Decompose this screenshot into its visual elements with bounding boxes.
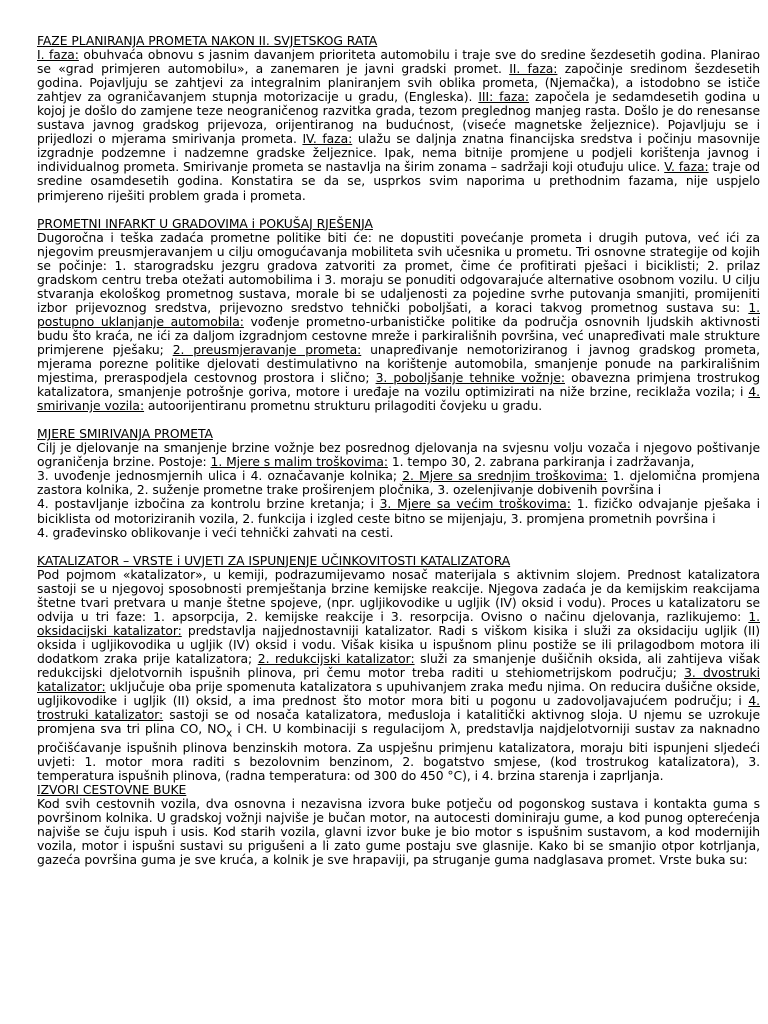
text-run: započela je sedamdesetih godina u kojoj je došlo do zamjene teze neograničenog razvitka grada, tezom preglednog manjeg rasta. Došlo je do renesanse sustava javnog gradskog prijevoza, orijentiranog na budućnost, (viseće magnetske željeznice). Pojavljuju se i prijedlozi o mjerama smirivanja prometa. <box>37 90 760 147</box>
section-paragraph <box>37 469 760 497</box>
underlined-label: 2. Mjere sa srednjim troškovima: <box>402 469 608 484</box>
text-run: unapređivanje nemotoriziranog i javnog gradskog prometa, mjerama porezne politike djelovati destimulativno na korištenje automobila, smanjenje ponude na parkirališnim mjestima, preraspodjela cestovnog prostora i slično; <box>37 342 760 386</box>
text-run: Kod svih cestovnih vozila, dva osnovna i nezavisna izvora buke potječu od pogonskog sustava i kontakta guma s površinom kolnika. U gradskoj vožnji najviše je bučan motor, na autocesti dominiraju gume, a kod punog opterećenja najviše se čuju ispuh i usis. Kod starih vozila, glavni izvor buke je bio motor s ispušnim sustavom, a kod modernijih vozila, motor i ispušni sustavi su prigušeni a li zato gume postaju sve glasnije. Kako bi se smanjio otpor kotrljanja, gazeća površina guma je sve kruća, a kolnik je sve hrapaviji, pa struganje guma nadglasava promet. Vrste buka su: <box>37 796 760 868</box>
text-run: traje od sredine osamdesetih godina. Konstatira se da se, usprkos svim naporima u prethodnim fazama, nije uspjelo primjereno riješiti problem grada i prometa. <box>37 160 760 203</box>
text-run: Cilj je djelovanje na smanjenje brzine vožnje bez posrednog djelovanja na svjesnu volju vozača i njegovo poštivanje ograničenja brzine. Postoje: <box>37 441 760 470</box>
section-title: PROMETNI INFARKT U GRADOVIMA i POKUŠAJ RJEŠENJA <box>37 216 373 231</box>
underlined-label: 1. Mjere s malim troškovima: <box>210 455 388 470</box>
section-paragraph <box>37 526 760 540</box>
underlined-label: II. faza: <box>509 62 558 77</box>
text-run: predstavlja najjednostavniji katalizator. Radi s viškom kisika i služi za oksidaciju ugljik (II) oksida i ugljikovodika u ugljik (IV) oksid i vodu. Višak kisika u ispušnom plinu postiže se ili prilagodbom motora ili dodatkom zraka prije katalizatora; <box>37 623 760 666</box>
underlined-label: V. faza: <box>664 160 709 175</box>
section-spacer <box>37 540 760 554</box>
underlined-label: 1. oksidacijski katalizator: <box>37 609 760 638</box>
section-body <box>37 568 760 783</box>
underlined-label: 2. preusmjeravanje prometa: <box>172 342 362 357</box>
text-run: Pod pojmom «katalizator», u kemiji, podrazumijevamo nosač materijala s aktivnim slojem. Prednost katalizatora sastoji se u njegovoj sposobnosti premještanja brzine kemijske reakcije. Njegova zadaća je da kemijskim reakcijama štetne tvari pretvara u manje štetne spojeve, (npr. ugljikovodike u ugljik (IV) oksid i vodu). Proces u katalizatoru se odvija u tri faze: 1. apsorpcija, 2. kemijske reakcije i 3. resorpcija. Ovisno o načinu djelovanja, razlikujemo: <box>37 567 760 624</box>
text-run: sastoji se od nosača katalizatora, međusloja i katalitički aktivnog sloja. U njemu se uzrokuje promjena sva tri plina CO, NO <box>37 708 760 737</box>
section-paragraph <box>37 497 760 525</box>
underlined-label: IV. faza: <box>302 132 353 147</box>
underlined-label: 3. dvostruki katalizator: <box>37 665 760 695</box>
underlined-label: I. faza: <box>37 48 79 63</box>
section-prometni-infarkt <box>37 217 760 414</box>
text-run: 4. postavljanje izbočina za kontrolu brzine kretanja; i <box>37 497 380 512</box>
section-faze-planiranja <box>37 34 760 203</box>
text-run: obavezna primjena trostrukog katalizatora, smanjenje potrošnje goriva, motore i uređaje na vozilu optimizirati na niže brzine, reciklaža vozila; i <box>37 371 761 400</box>
underlined-label: 1. postupno uklanjanje automobila: <box>37 300 760 329</box>
underlined-label: 3. Mjere sa većim troškovima: <box>379 497 571 512</box>
text-run: uključuje oba prije spomenuta katalizatora s upuhivanjem zraka među njima. On reducira dušične okside, ugljikovodike i ugljik (II) oksid, a ima prednost što motor mora biti u pogonu u zadovoljavajućem području; i <box>37 680 760 709</box>
section-title: MJERE SMIRIVANJA PROMETA <box>37 427 213 442</box>
text-run: i CH. U kombinaciji s regulacijom λ, predstavlja najdjelotvorniji sustav za naknadno pročišćavanje ispušnih plinova benzinskih motora. Za uspješnu primjenu katalizatora, moraju biti ispunjeni sljedeći uvjeti: 1. motor mora raditi s bezolovnim benzinom, 2. bogatstvo smjese, (kod trostrukog katalizatora), 3. temperatura ispušnih plinova, (radna temperatura: od 300 do 450 °C), i 4. brzina starenja i zaprljanja. <box>37 722 760 783</box>
section-title: FAZE PLANIRANJA PROMETA NAKON II. SVJETSKOG RATA <box>37 34 378 48</box>
text-run: ulažu se daljnja znatna financijska sredstva i počinju masovnije izgradnje podzemne i nadzemne gradske željeznice. Ipak, nema bitnije promjene u podjeli korištenja javnog i individualnog prometa. Smirivanje prometa se nastavlja na širim zonama – sadržaji koji otuđuju ulice. <box>37 132 760 175</box>
section-body <box>37 48 760 203</box>
text-run: 3. uvođenje jednosmjernih ulica i 4. označavanje kolnika; <box>37 469 403 484</box>
underlined-label: III: faza: <box>478 90 530 105</box>
section-title: KATALIZATOR – VRSTE i UVJETI ZA ISPUNJENJE UČINKOVITOSTI KATALIZATORA <box>37 553 511 568</box>
section-spacer <box>37 203 760 217</box>
section-body <box>37 231 760 414</box>
text-run: služi za smanjenje dušičnih oksida, ali zahtijeva višak redukcijski djelotvornih ispušnih plinova, pri čemu motor treba raditi u stehiometrijskom području; <box>37 651 760 680</box>
text-run: vođenje prometno-urbanističke politike da područja osnovnih ljudskih aktivnosti budu što kraća, ne ići za daljom izgradnjom cestovne mreže i parkirališnih površina, već unapređivati male strukture primjerene pješaku; <box>37 314 760 357</box>
text-run: 1. djelomična promjena zastora kolnika, 2. suženje prometne trake proširenjem pločnika, 3. ozelenjivanje dobivenih površina i <box>37 469 760 498</box>
document-page <box>37 34 760 867</box>
section-spacer <box>37 413 760 427</box>
text-run: Dugoročna i teška zadaća prometne politike biti će: ne dopustiti povećanje prometa i drugih putova, već ići za njegovim preusmjeravanjem u cilju omogućavanja mobiliteta svih učesnika u prometu. Tri osnovne strategije od kojih se počinje: 1. starogradsku jezgru gradova zatvoriti za promet, čime će profitirati pješaci i biciklisti; 2. prilaz gradskom centru treba otežati automobilima i 3. moraju se ponuditi odgovarajuće alternative osobnom vozilu. U cilju stvaranja ekološkog prometnog sustava, morale bi se udaljenosti za pojedine svrhe putovanja smanjiti, promijeniti izbor prijevoznog sredstva, prijevozno sredstvo tehnički poboljšati, a koraci takvog prometnog sustava su: <box>37 230 760 315</box>
section-mjere-smirivanja <box>37 427 760 539</box>
text-run: 1. tempo 30, 2. zabrana parkiranja i zadržavanja, <box>387 455 695 470</box>
text-run: 4. građevinsko oblikovanje i veći tehnički zahvati na cesti. <box>37 525 394 540</box>
text-run: 1. fizičko odvajanje pješaka i biciklista od motoriziranih vozila, 2. funkcija i izgled ceste bitno se mijenjaju, 3. promjena prometnih površina i <box>37 497 760 526</box>
text-run: započinje sredinom šezdesetih godina. Pojavljuju se zahtjevi za integralnim planiranjem svih oblika prometa, (Njemačka), a istodobno se ističe zahtjev za ograničavanjem stupnja motorizacije u gradu, (Engleska). <box>37 62 761 105</box>
section-katalizator <box>37 554 760 783</box>
subscript-text: x <box>226 727 233 740</box>
text-run: autoorijentiranu prometnu strukturu prilagoditi čovjeku u gradu. <box>144 399 543 414</box>
section-title: IZVORI CESTOVNE BUKE <box>37 782 187 797</box>
text-run: obuhvaća obnovu s jasnim davanjem prioriteta automobilu i traje sve do sredine šezdesetih godina. Planirao se «grad primjeren automobilu», a zanemaren je javni gradski promet. <box>37 48 761 77</box>
underlined-label: 4. trostruki katalizator: <box>37 694 760 723</box>
underlined-label: 4. smirivanje vozila: <box>37 385 760 414</box>
underlined-label: 3. poboljšanje tehnike vožnje: <box>375 371 565 386</box>
section-body <box>37 797 760 867</box>
section-paragraph <box>37 441 760 469</box>
section-izvori-buke <box>37 783 760 867</box>
underlined-label: 2. redukcijski katalizator: <box>257 651 415 666</box>
